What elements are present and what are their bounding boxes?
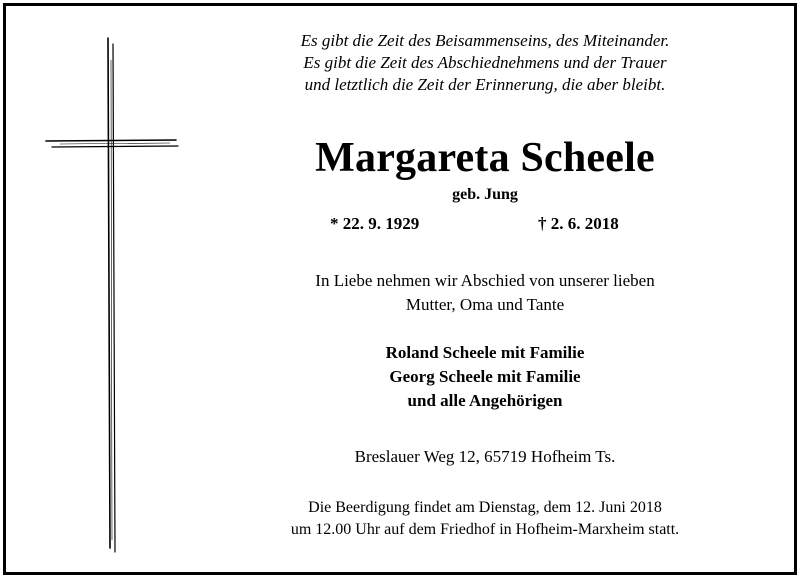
quote-line: Es gibt die Zeit des Abschiednehmens und der Trauer [303,53,667,72]
birth-name: geb. Jung [452,186,518,203]
deceased-name: Margareta Scheele [315,135,655,181]
funeral-line: Die Beerdigung findet am Dienstag, dem 12. Juni 2018 [308,499,662,516]
memorial-quote [225,30,745,96]
mourner-line: Roland Scheele mit Familie [385,343,585,362]
family-address: Breslauer Weg 12, 65719 Hofheim Ts. [354,447,616,466]
farewell-line: In Liebe nehmen wir Abschied von unserer lieben [315,271,655,290]
funeral-notice [225,497,745,541]
funeral-line: um 12.00 Uhr auf dem Friedhof in Hofheim-Marxheim statt. [290,521,680,538]
death-date: † 2. 6. 2018 [538,214,619,233]
farewell-line: Mutter, Oma und Tante [405,295,565,314]
mourner-line: und alle Angehörigen [407,391,563,410]
mourner-line: Georg Scheele mit Familie [389,367,581,386]
mourners-list [225,341,745,413]
birth-date: * 22. 9. 1929 [330,214,420,233]
quote-line: und letztlich die Zeit der Erinnerung, die aber bleibt. [304,75,666,94]
farewell-text [225,269,745,317]
quote-line: Es gibt die Zeit des Beisammenseins, des Miteinander. [300,31,670,50]
life-dates [280,211,680,237]
